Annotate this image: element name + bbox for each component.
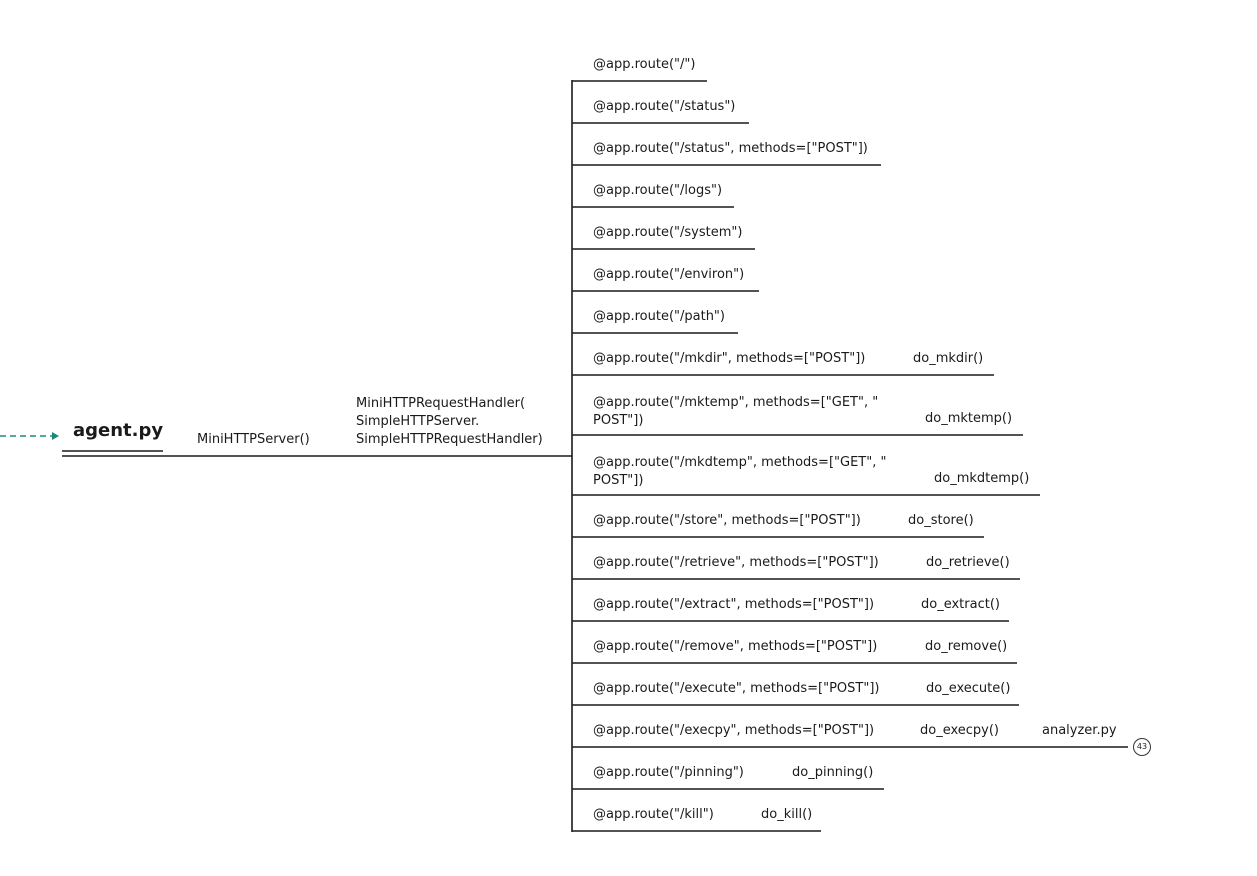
route-label[interactable] <box>593 266 744 284</box>
route-label[interactable] <box>593 554 879 572</box>
route-label-line: @app.route("/execpy", methods=["POST"]) <box>593 723 875 738</box>
handler-function-label[interactable]: do_store() <box>908 513 974 528</box>
route-label[interactable] <box>593 454 886 490</box>
route-label-line: @app.route("/pinning") <box>593 765 744 780</box>
route-label-line: @app.route("/status") <box>593 99 736 114</box>
route-label[interactable] <box>593 394 878 430</box>
route-label[interactable] <box>593 350 865 368</box>
route-label-line: @app.route("/mkdir", methods=["POST"]) <box>593 351 866 366</box>
route-label-line: @app.route("/environ") <box>593 267 745 282</box>
collapsed-count-badge[interactable]: 43 <box>1133 738 1151 756</box>
handler-line-1: MiniHTTPRequestHandler( <box>356 396 526 411</box>
route-label[interactable] <box>593 764 744 782</box>
route-label[interactable] <box>593 56 695 74</box>
route-label[interactable] <box>593 722 874 740</box>
route-label-line: @app.route("/system") <box>593 225 743 240</box>
route-label[interactable] <box>593 596 874 614</box>
handler-function-label[interactable]: do_retrieve() <box>926 555 1010 570</box>
handler-function-label[interactable]: do_mktemp() <box>925 411 1013 426</box>
route-label[interactable] <box>593 308 725 326</box>
route-label-line: @app.route("/kill") <box>593 807 714 822</box>
route-label-line: @app.route("/extract", methods=["POST"]) <box>593 597 875 612</box>
route-label-line: @app.route("/mkdtemp", methods=["GET", " <box>593 455 887 470</box>
route-label-line: @app.route("/execute", methods=["POST"]) <box>593 681 880 696</box>
route-label[interactable] <box>593 638 877 656</box>
server-node-label[interactable]: MiniHTTPServer() <box>197 432 310 447</box>
route-label-line: @app.route("/store", methods=["POST"]) <box>593 513 861 528</box>
route-label-line: @app.route("/remove", methods=["POST"]) <box>593 639 878 654</box>
handler-function-label[interactable]: do_mkdir() <box>913 351 984 366</box>
handler-function-label[interactable]: do_remove() <box>925 639 1008 654</box>
route-label-line: @app.route("/status", methods=["POST"]) <box>593 141 868 156</box>
handler-line-3: SimpleHTTPRequestHandler) <box>356 432 543 447</box>
route-label-line: @app.route("/") <box>593 57 696 72</box>
route-label[interactable] <box>593 806 714 824</box>
route-label[interactable] <box>593 224 742 242</box>
route-label-line: @app.route("/mktemp", methods=["GET", " <box>593 395 879 410</box>
incoming-link-arrowhead <box>52 432 59 440</box>
route-label-line: POST"]) <box>593 473 644 488</box>
route-label-line: @app.route("/logs") <box>593 183 723 198</box>
handler-function-label[interactable]: do_pinning() <box>792 765 874 780</box>
handler-function-label[interactable]: do_kill() <box>761 807 813 822</box>
route-label-line: @app.route("/path") <box>593 309 725 324</box>
route-label[interactable] <box>593 680 879 698</box>
route-label[interactable] <box>593 182 722 200</box>
route-label[interactable] <box>593 98 735 116</box>
handler-function-label[interactable]: do_execpy() <box>920 723 1000 738</box>
route-label-line: @app.route("/retrieve", methods=["POST"]) <box>593 555 879 570</box>
handler-function-label[interactable]: do_extract() <box>921 597 1000 612</box>
handler-node-label[interactable] <box>356 395 543 449</box>
route-label[interactable] <box>593 140 868 158</box>
route-label[interactable] <box>593 512 861 530</box>
route-label-line: POST"]) <box>593 413 644 428</box>
handler-line-2: SimpleHTTPServer. <box>356 414 480 429</box>
root-node-label[interactable]: agent.py <box>73 420 164 441</box>
handler-function-label[interactable]: do_execute() <box>926 681 1011 696</box>
handler-function-label[interactable]: do_mkdtemp() <box>934 471 1030 486</box>
linked-file-label[interactable]: analyzer.py <box>1042 723 1117 738</box>
